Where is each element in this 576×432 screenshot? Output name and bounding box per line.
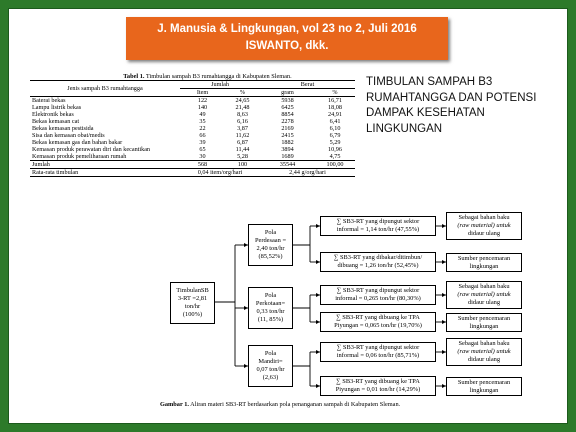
flow-perkotaan-line: Pola bbox=[264, 292, 277, 299]
row-value: 30 bbox=[199, 153, 206, 160]
flow-o3-line: Sebagai bahan baku bbox=[458, 283, 510, 290]
flow-s1-line: ∑ SB3-RT yang dipungut sektor bbox=[336, 218, 420, 225]
flow-o4-box bbox=[446, 313, 522, 332]
flow-o1-line: didaur ulang bbox=[467, 230, 501, 237]
flow-s3-line: ∑ SB3-RT yang dipungut sektor bbox=[336, 287, 420, 294]
row-value: 11,62 bbox=[235, 132, 250, 139]
flow-o6-line: lingkungan bbox=[469, 386, 499, 394]
row-value: 3894 bbox=[281, 146, 294, 153]
flow-o6-box bbox=[446, 377, 522, 396]
flow-mandiri-line: Pola bbox=[264, 350, 277, 357]
flow-s3-box bbox=[320, 285, 436, 305]
row-value: 1689 bbox=[281, 153, 294, 160]
row-value: 35 bbox=[199, 118, 206, 125]
row-label: Kemasan produk perawatan diri dan kecantikan bbox=[32, 146, 151, 153]
row-value: 2169 bbox=[281, 125, 294, 132]
row-value: 6,41 bbox=[329, 118, 341, 125]
header-jenis: Jenis sampah B3 rumahtangga bbox=[30, 81, 180, 97]
row-label: Elektronik bekas bbox=[32, 111, 74, 118]
row-label: Kemasan produk pemeliharaan rumah bbox=[32, 153, 127, 160]
row-value: 2415 bbox=[281, 132, 294, 139]
row-value: 3,87 bbox=[237, 125, 248, 132]
row-value: 65 bbox=[199, 146, 206, 153]
row-label: Bekas kemasan pestisida bbox=[32, 125, 94, 132]
flow-root-line: 3-RT =2,81 bbox=[177, 295, 208, 302]
flow-perkotaan-line: Perkotaan= bbox=[255, 300, 286, 307]
flow-o4-line: Sumber pencemaran bbox=[457, 314, 511, 322]
flow-root-line: (100%) bbox=[182, 311, 203, 318]
row-value: 24,91 bbox=[328, 111, 342, 118]
flow-perkotaan-line: 0,33 ton/hr bbox=[256, 308, 285, 315]
row-value: 1882 bbox=[281, 139, 294, 146]
row-value: 8,63 bbox=[237, 111, 248, 118]
flow-o5-box bbox=[446, 338, 522, 366]
row-label: Bekas kemasan gas dan bahan bakar bbox=[32, 139, 123, 146]
header-item: Item bbox=[196, 89, 209, 96]
row-value: 140 bbox=[197, 104, 208, 111]
row-value: 6,16 bbox=[237, 118, 248, 125]
row-value: 6425 bbox=[281, 104, 294, 111]
flow-o6-line: Sumber pencemaran bbox=[457, 378, 511, 386]
flow-s2-box bbox=[320, 252, 436, 272]
row-value: 11,44 bbox=[235, 146, 250, 153]
flow-s2-line: ∑ SB3-RT yang dibakar/ditimbun/ bbox=[333, 254, 423, 261]
row-value: 122 bbox=[197, 97, 208, 104]
flow-mandiri-line: (2,63) bbox=[262, 374, 279, 381]
row-label: Sisa dan kemasan obat/medis bbox=[32, 132, 105, 139]
row-value: 2278 bbox=[281, 118, 294, 125]
row-value: 10,96 bbox=[328, 146, 342, 153]
row-value: 5,29 bbox=[329, 139, 341, 146]
table-caption-text: Timbulan sampah B3 rumahtangga di Kabupaten Sleman. bbox=[144, 73, 292, 80]
total-item: 568 bbox=[197, 161, 208, 168]
flow-perdesaan-line: Pola bbox=[264, 229, 277, 236]
flow-s6-line: ∑ SB3-RT yang dibuang ke TPA bbox=[336, 378, 420, 385]
flow-o4-line: lingkungan bbox=[469, 322, 499, 330]
header-jumlah: Jumlah bbox=[180, 81, 260, 89]
rate-gram: 2,44 g/org/hari bbox=[289, 169, 326, 176]
row-label: Baterai bekas bbox=[32, 97, 66, 104]
flow-mandiri-box bbox=[248, 345, 293, 387]
row-label: Bekas kemasan cat bbox=[32, 118, 80, 125]
header-pct-berat: % bbox=[332, 89, 338, 96]
flow-s4-box bbox=[320, 312, 436, 332]
flow-o3-line: didaur ulang bbox=[467, 299, 501, 306]
total-gram: 35544 bbox=[279, 161, 296, 168]
flow-o1-line: (raw material) untuk bbox=[457, 222, 511, 229]
total-pct1: 100 bbox=[237, 161, 248, 168]
flow-perkotaan-line: (11, 85%) bbox=[257, 316, 284, 323]
flow-o2-line: lingkungan bbox=[469, 262, 499, 270]
flow-s5-box bbox=[320, 342, 436, 362]
flow-s5-line: ∑ SB3-RT yang dipungut sektor bbox=[336, 344, 420, 351]
flow-o2-box bbox=[446, 253, 522, 272]
row-value: 24,65 bbox=[235, 97, 250, 104]
flow-perdesaan-line: Perdesaan = bbox=[254, 237, 287, 244]
flow-s6-box bbox=[320, 376, 436, 396]
header-gram: gram bbox=[281, 89, 294, 96]
flow-s4-line: Piyungan = 0,065 ton/hr (19,70%) bbox=[334, 322, 422, 329]
flow-s1-line: informal = 1,14 ton/hr (47,55%) bbox=[336, 226, 420, 233]
flow-mandiri-line: Mandiri= bbox=[258, 358, 283, 365]
flow-s6-line: Piyungan = 0,01 ton/hr (14,29%) bbox=[335, 386, 421, 393]
flow-perdesaan-line: 2,40 ton/hr bbox=[256, 245, 285, 252]
rate-label: Rata-rata timbulan bbox=[32, 169, 79, 176]
row-value: 6,79 bbox=[329, 132, 341, 139]
figure-caption-label: Gambar 1. bbox=[160, 401, 189, 408]
row-value: 6,87 bbox=[237, 139, 248, 146]
flow-s3-line: informal = 0,265 ton/hr (80,30%) bbox=[335, 295, 421, 302]
row-value: 5,28 bbox=[237, 153, 248, 160]
total-pct2: 100,00 bbox=[326, 161, 344, 168]
row-value: 18,08 bbox=[328, 104, 342, 111]
rate-item: 0,04 item/org/hari bbox=[197, 169, 243, 176]
flow-o5-line: (raw material) untuk bbox=[457, 348, 511, 355]
flow-s2-line: dibuang = 1,26 ton/hr (52,45%) bbox=[337, 262, 419, 269]
flow-perdesaan-box bbox=[248, 224, 293, 266]
flow-s1-box bbox=[320, 216, 436, 236]
banner-journal-line: J. Manusia & Lingkungan, vol 23 no 2, Juli 2016 bbox=[157, 23, 417, 35]
flow-o5-line: didaur ulang bbox=[467, 356, 501, 363]
flow-o5-line: Sebagai bahan baku bbox=[458, 340, 510, 347]
flow-root-line: TimbulanSB bbox=[176, 287, 209, 294]
slide-title: TIMBULAN SAMPAH B3 RUMAHTANGGA DAN POTENSI DAMPAK KESEHATAN LINGKUNGAN bbox=[366, 76, 537, 135]
flow-o1-box bbox=[446, 212, 522, 240]
row-value: 4,75 bbox=[329, 153, 341, 160]
flow-o3-line: (raw material) untuk bbox=[457, 291, 511, 298]
row-value: 22 bbox=[199, 125, 206, 132]
row-value: 39 bbox=[199, 139, 206, 146]
flow-o2-line: Sumber pencemaran bbox=[457, 254, 511, 262]
flow-o3-box bbox=[446, 281, 522, 309]
row-value: 21,48 bbox=[235, 104, 250, 111]
row-value: 66 bbox=[199, 132, 206, 139]
row-value: 8854 bbox=[281, 111, 294, 118]
total-label: Jumlah bbox=[32, 161, 50, 168]
row-value: 16,71 bbox=[328, 97, 342, 104]
flow-root-line: ton/hr bbox=[184, 303, 201, 310]
row-value: 6,10 bbox=[329, 125, 341, 132]
flow-s5-line: informal = 0,06 ton/hr (85,71%) bbox=[336, 352, 420, 359]
row-label: Lampu listrik bekas bbox=[32, 104, 82, 111]
flow-s4-line: ∑ SB3-RT yang dibuang ke TPA bbox=[336, 314, 420, 321]
flow-perkotaan-box bbox=[248, 287, 293, 329]
header-pct-jumlah: % bbox=[239, 89, 246, 96]
flow-root-box bbox=[170, 282, 215, 324]
flow-o1-line: Sebagai bahan baku bbox=[458, 214, 510, 221]
flow-mandiri-line: 0,07 ton/hr bbox=[256, 366, 285, 373]
header-berat: Berat bbox=[260, 81, 355, 89]
row-value: 49 bbox=[199, 111, 206, 118]
table-caption-label: Tabel 1. bbox=[123, 73, 145, 80]
figure-caption-text: Aliran materi SB3-RT berdasarkan pola penanganan sampah di Kabupaten Sleman. bbox=[188, 401, 401, 408]
figure-caption bbox=[160, 401, 400, 408]
flow-perdesaan-line: (85,52%) bbox=[258, 253, 283, 260]
row-value: 5938 bbox=[281, 97, 294, 104]
banner-author-line: ISWANTO, dkk. bbox=[245, 40, 329, 52]
